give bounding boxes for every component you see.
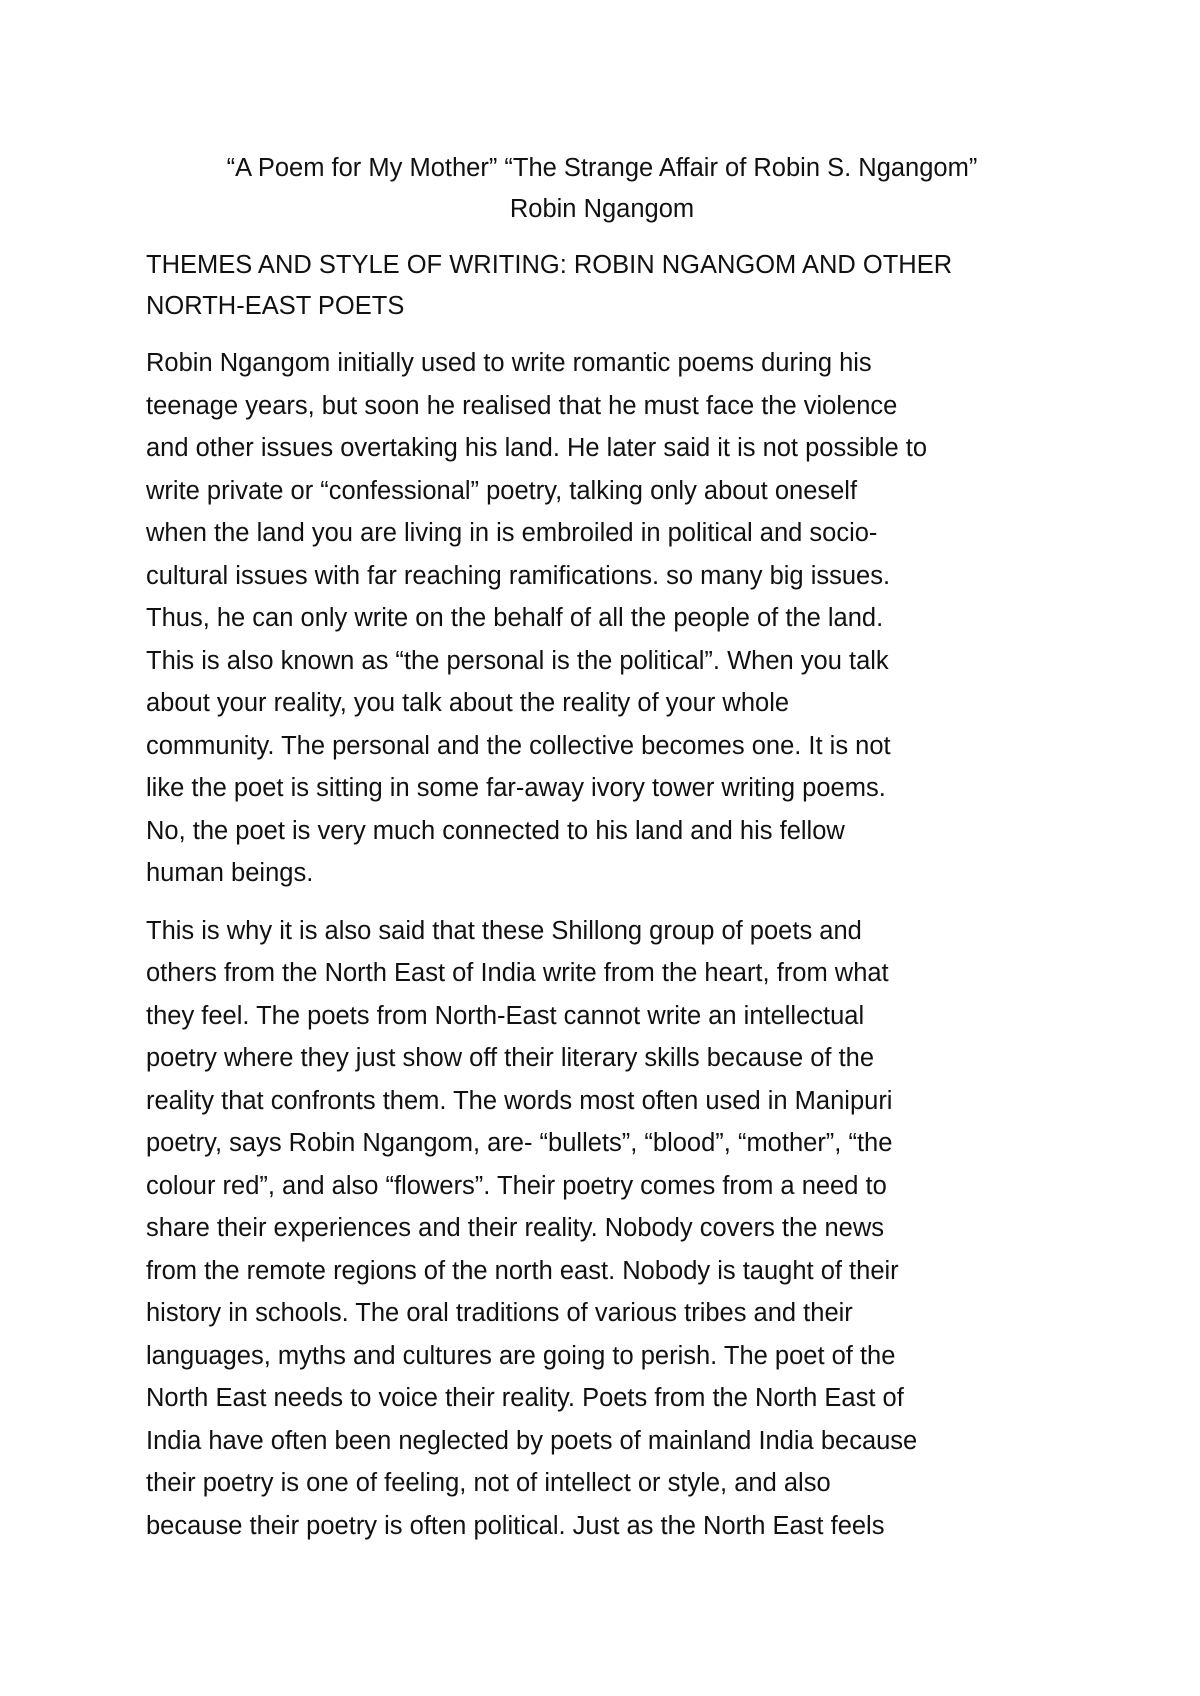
- text-line: North East needs to voice their reality. Poets from the North East of: [146, 1384, 904, 1412]
- text-line: No, the poet is very much connected to his land and his fellow: [146, 816, 845, 845]
- text-line: and other issues overtaking his land. He later said it is not possible to: [146, 434, 928, 462]
- heading-line: NORTH-EAST POETS: [146, 292, 405, 320]
- text-line: when the land you are living in is embroiled in political and socio-: [146, 519, 878, 547]
- text-line: poetry where they just show off their literary skills because of the: [146, 1044, 875, 1072]
- paragraph-1: [146, 342, 1058, 895]
- paragraph-2: [146, 910, 1058, 1548]
- text-line: others from the North East of India write from the heart, from what: [146, 959, 889, 987]
- text-line: This is also known as “the personal is the political”. When you talk: [146, 646, 889, 675]
- text-line: teenage years, but soon he realised that he must face the violence: [146, 391, 898, 420]
- text-line: they feel. The poets from North-East cannot write an intellectual: [146, 1001, 865, 1030]
- section-heading: [146, 245, 1058, 327]
- text-line: from the remote regions of the north east. Nobody is taught of their: [146, 1256, 899, 1285]
- text-line: history in schools. The oral traditions of various tribes and their: [146, 1299, 853, 1327]
- title-line: “A Poem for My Mother” “The Strange Affair of Robin S. Ngangom”: [226, 154, 978, 182]
- text-line: community. The personal and the collective becomes one. It is not: [146, 731, 891, 760]
- text-line: because their poetry is often political. Just as the North East feels: [146, 1511, 885, 1540]
- document-title: [146, 148, 1058, 230]
- text-line: reality that confronts them. The words most often used in Manipuri: [146, 1086, 893, 1115]
- text-line: colour red”, and also “flowers”. Their poetry comes from a need to: [146, 1171, 887, 1200]
- text-line: write private or “confessional” poetry, talking only about oneself: [146, 476, 858, 505]
- heading-line: THEMES AND STYLE OF WRITING: ROBIN NGANGOM AND OTHER: [146, 251, 953, 279]
- text-line: India have often been neglected by poets of mainland India because: [146, 1426, 918, 1455]
- text-line: Robin Ngangom initially used to write romantic poems during his: [146, 349, 872, 377]
- text-line: about your reality, you talk about the reality of your whole: [146, 689, 790, 717]
- document-content: [146, 148, 1058, 1562]
- text-line: like the poet is sitting in some far-away ivory tower writing poems.: [146, 774, 886, 802]
- text-line: poetry, says Robin Ngangom, are- “bullets”, “blood”, “mother”, “the: [146, 1129, 893, 1157]
- text-line: cultural issues with far reaching ramifications. so many big issues.: [146, 561, 891, 590]
- text-line: Thus, he can only write on the behalf of all the people of the land.: [146, 604, 884, 632]
- text-line: human beings.: [146, 859, 314, 887]
- text-line: languages, myths and cultures are going to perish. The poet of the: [146, 1341, 896, 1370]
- text-line: their poetry is one of feeling, not of intellect or style, and also: [146, 1469, 831, 1497]
- text-line: This is why it is also said that these Shillong group of poets and: [146, 916, 862, 945]
- author-line: Robin Ngangom: [509, 195, 695, 223]
- text-line: share their experiences and their reality. Nobody covers the news: [146, 1214, 884, 1242]
